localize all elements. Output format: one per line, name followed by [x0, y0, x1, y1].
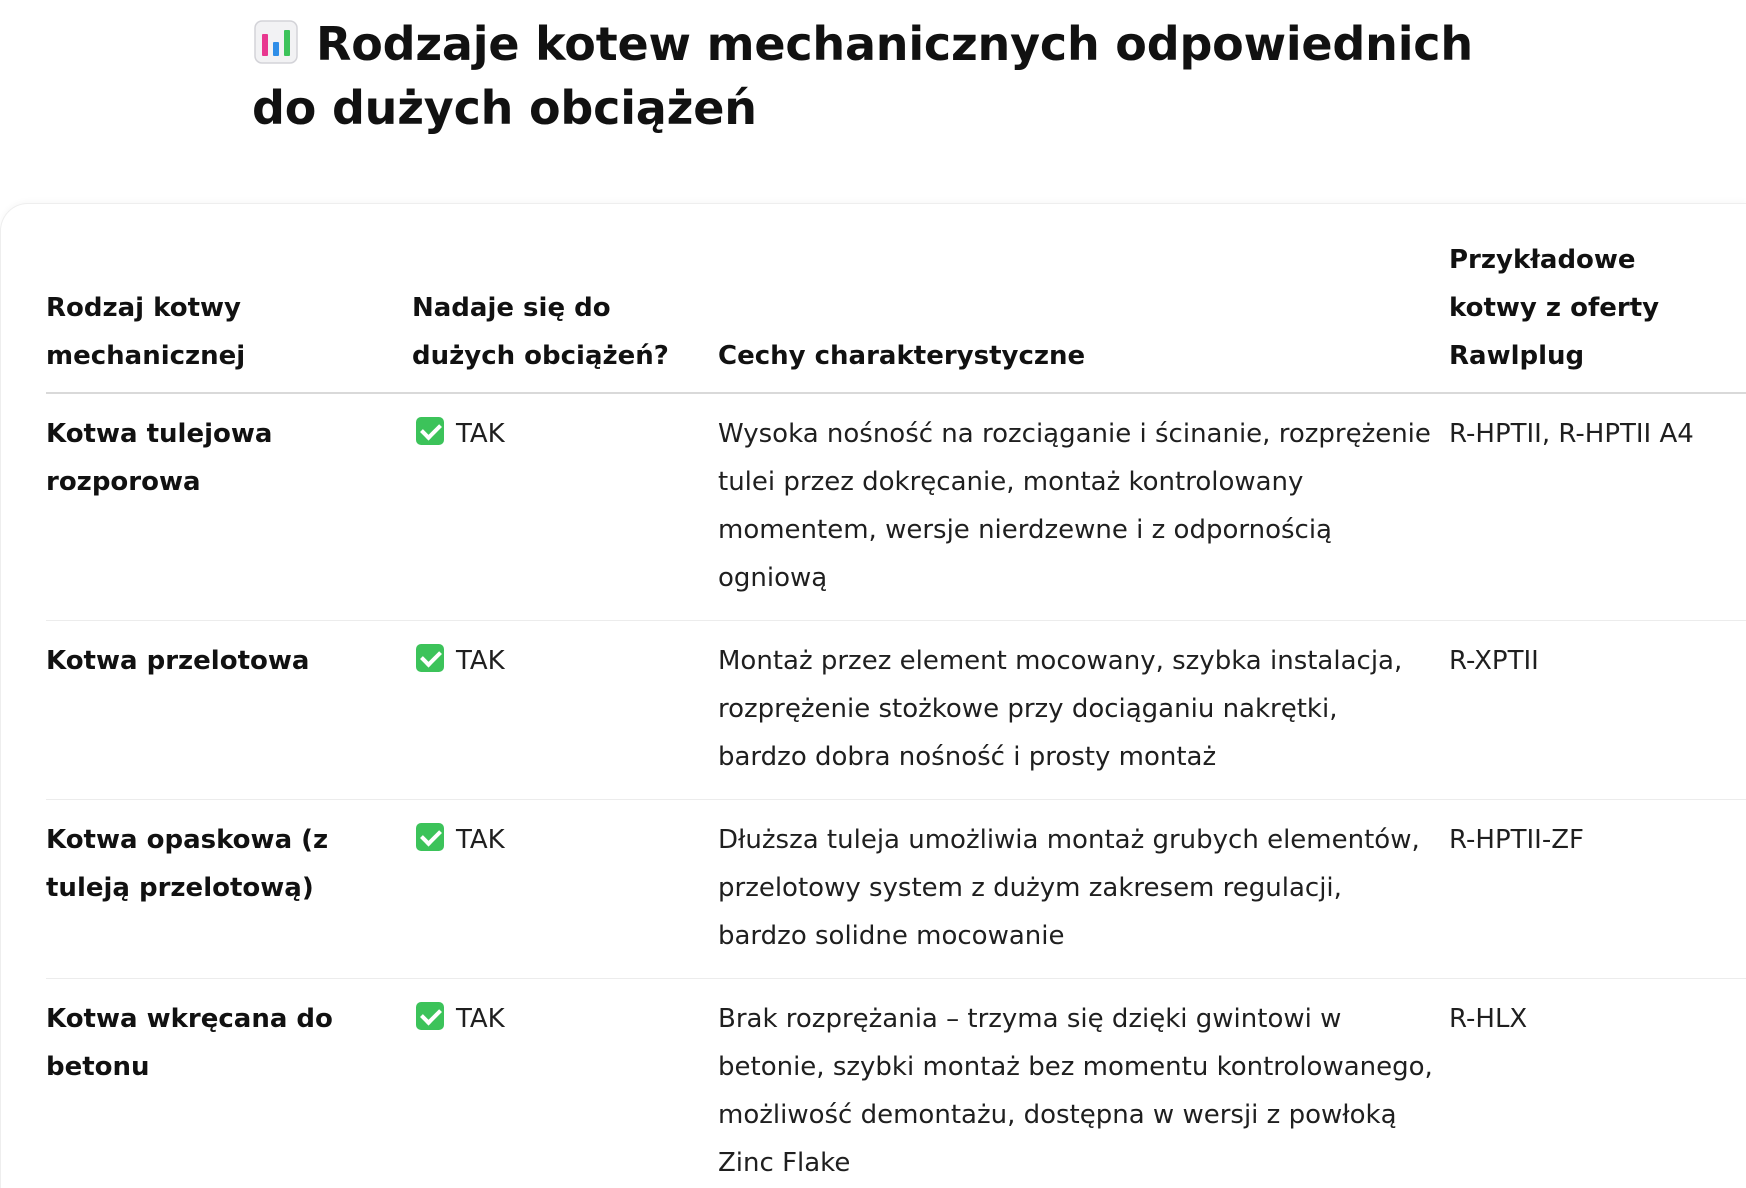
anchor-type-cell: Kotwa opaskowa (z tuleją przelotową) — [46, 800, 412, 979]
examples-cell: R-HPTII-ZF — [1449, 800, 1746, 979]
anchor-type-cell: Kotwa wkręcana do betonu — [46, 1004, 333, 1082]
heavy-load-cell — [412, 393, 718, 621]
header-anchor-type: Rodzaj kotwy mechanicznej — [46, 236, 412, 393]
table-row — [46, 979, 1746, 1188]
header-heavy-load: Nadaje się do dużych obciążeń? — [412, 236, 718, 393]
table-row — [46, 800, 1746, 979]
features-cell: Brak rozprężania – trzyma się dzięki gwintowi w betonie, szybki montaż bez momentu kontrolowanego, możliwość demontażu, dostępna w wersji z powłoką Zinc Flake — [718, 1004, 1433, 1178]
heavy-load-value: TAK — [456, 825, 505, 855]
heavy-load-value: TAK — [456, 1004, 505, 1034]
check-mark-icon — [416, 1002, 444, 1030]
table-row — [46, 621, 1746, 800]
table-container — [0, 203, 1746, 1188]
examples-cell: R-HPTII, R-HPTII A4 — [1449, 393, 1746, 621]
check-mark-icon — [416, 644, 444, 672]
header-examples: Przykładowe kotwy z oferty Rawlplug — [1449, 236, 1746, 393]
features-cell: Dłuższa tuleja umożliwia montaż grubych elementów, przelotowy system z dużym zakresem regulacji, bardzo solidne mocowanie — [718, 800, 1449, 979]
heavy-load-value: TAK — [456, 646, 505, 676]
table-header-row — [46, 236, 1746, 393]
examples-cell: R-HLX — [1449, 1004, 1528, 1034]
examples-cell: R-XPTII — [1449, 621, 1746, 800]
anchors-table — [46, 236, 1746, 1188]
heavy-load-cell — [412, 979, 718, 1188]
header-features: Cechy charakterystyczne — [718, 236, 1449, 393]
heavy-load-value: TAK — [456, 419, 505, 449]
table-row — [46, 393, 1746, 621]
features-cell: Wysoka nośność na rozciąganie i ścinanie, rozprężenie tulei przez dokręcanie, montaż kontrolowany momentem, wersje nierdzewne i z odpornością ogniową — [718, 393, 1449, 621]
check-mark-icon — [416, 417, 444, 445]
bar-chart-emoji-icon — [252, 18, 300, 66]
check-mark-icon — [416, 823, 444, 851]
heavy-load-cell — [412, 621, 718, 800]
page-title-text: Rodzaje kotew mechanicznych odpowiednich do dużych obciążeń — [252, 17, 1473, 135]
anchor-type-cell: Kotwa tulejowa rozporowa — [46, 393, 412, 621]
heavy-load-cell — [412, 800, 718, 979]
anchor-type-cell: Kotwa przelotowa — [46, 621, 412, 800]
features-cell: Montaż przez element mocowany, szybka instalacja, rozprężenie stożkowe przy dociąganiu nakrętki, bardzo dobra nośność i prosty montaż — [718, 621, 1449, 800]
page-title — [252, 12, 1512, 140]
